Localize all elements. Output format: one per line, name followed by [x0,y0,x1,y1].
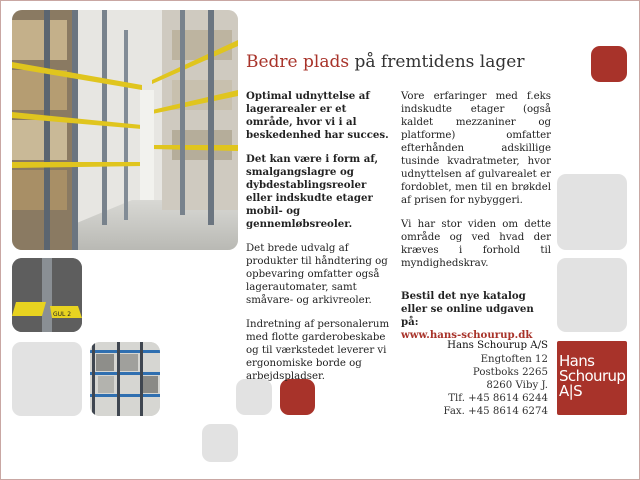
rack-sign-illustration [12,258,82,332]
headline-accent: Bedre plads [246,52,350,72]
rack-sign-photo [12,258,82,332]
sign-text: GUL 2 [53,311,72,318]
products-paragraph: Det brede udvalg af produkter til håndtering og opbevaring omfatter også lagerautomater, samt småvare- og arkivreoler. [246,243,388,306]
company-logo [557,341,627,415]
decor-tile-grey-right2 [557,258,627,332]
address-street: Engtoften 12 [480,354,548,365]
headline-rest: på fremtidens lager [349,52,525,72]
logo-line-2: Schourup [559,367,626,385]
experience-paragraph: Vore erfaringer med f.eks indskudte etager (også kaldet mezzaniner og platforme) omfatter efterhånden adskillige tusinde kvadratmeter, hvor udnyttelsen af gulvarealet er fordoblet, men til en brøkdel af prisen for nybyggeri. [401,91,551,206]
decor-tile-red-topright [591,46,627,82]
text-column-2 [401,90,551,353]
address-box: Postboks 2265 [472,367,548,378]
pallet-rack-illustration [90,342,160,416]
warehouse-illustration [12,10,238,250]
address-phone: Tlf. +45 8614 6244 [448,393,548,404]
storage-types-paragraph: Det kan være i form af, smalgangslagre og dybdestablingsreoler eller indskudte etager mobil- og gennemløbsreoler. [246,153,379,230]
address-fax: Fax. +45 8614 6274 [443,406,548,417]
company-address [428,339,548,418]
pallet-rack-photo [90,342,160,416]
decor-tile-grey-right1 [557,174,627,250]
catalog-cta: Bestil det nye katalog eller se online udgaven på: [401,290,534,328]
text-column-1 [246,90,394,394]
headline [246,52,546,72]
address-city: 8260 Viby J. [486,380,548,391]
logo-line-1: Hans [559,352,595,370]
website-link[interactable]: www.hans-schourup.dk [401,329,533,341]
warehouse-photo [12,10,238,250]
company-name: Hans Schourup A/S [447,340,548,351]
staff-rooms-paragraph: Indretning af personalerum med flotte garderobeskabe og til værkstedet leverer vi ergonomiske borde og arbejdspladser. [246,319,390,382]
logo-line-3: A|S [559,382,583,400]
decor-tile-grey-left [12,342,82,416]
decor-tile-grey-bottom [202,424,238,462]
intro-paragraph: Optimal udnyttelse af lagerarealer er et område, hvor vi i al beskedenhed har succes. [246,90,389,141]
knowledge-paragraph: Vi har stor viden om dette område og ved hvad der kræves i forhold til myndighedskrav. [401,219,551,269]
